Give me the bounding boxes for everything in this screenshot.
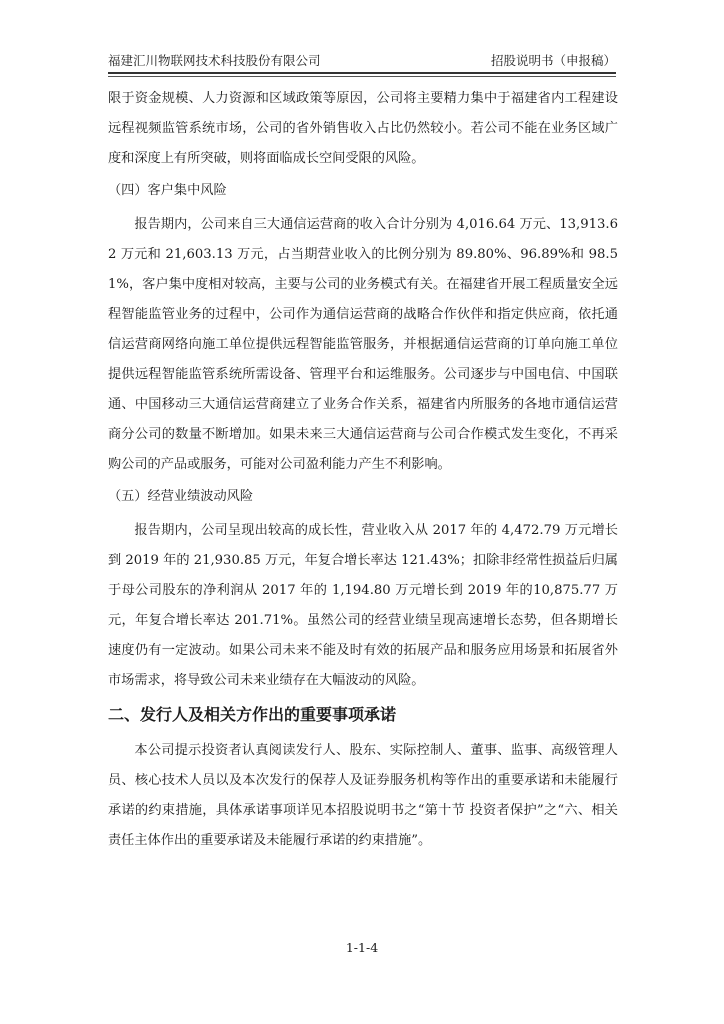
paragraph-regional-risk-continued: 限于资金规模、人力资源和区域政策等原因，公司将主要精力集中于福建省内工程建设远程视频监管系统市场，公司的省外销售收入占比仍然较小。若公司不能在业务区域广度和深度上有所突破，则将面临成长空间受限的风险。 <box>108 91 618 166</box>
subheading-performance-volatility-risk: （五）经营业绩波动风险 <box>108 489 254 504</box>
paragraph-commitments: 本公司提示投资者认真阅读发行人、股东、实际控制人、董事、监事、高级管理人员、核心技术人员以及本次发行的保荐人及证券服务机构等作出的重要承诺和未能履行承诺的约束措施，具体承诺事项详见本招股说明书之“第十节 投资者保护”之“六、相关责任主体作出的重要承诺及未能履行承诺的约束措施”。 <box>108 743 618 848</box>
subheading-customer-concentration-risk: （四）客户集中风险 <box>108 183 227 198</box>
paragraph-customer-concentration: 报告期内，公司来自三大通信运营商的收入合计分别为 4,016.64 万元、13,913.62 万元和 21,603.13 万元，占当期营业收入的比例分别为 89.80%、96.89%和 98.51%，客户集中度相对较高，主要与公司的业务模式有关。在福建省开展工程质量安全远程智能监管业务的过程中，公司作为通信运营商的战略合作伙伴和指定供应商，依托通信运营商网络向施工单位提供远程智能监管服务，并根据通信运营商的订单向施工单位提供远程智能监管系统所需设备、管理平台和运维服务。公司逐步与中国电信、中国联通、中国移动三大通信运营商建立了业务合作关系，福建省内所服务的各地市通信运营商分公司的数量不断增加。如果未来三大通信运营商与公司合作模式发生变化，不再采购公司的产品或服务，可能对公司盈利能力产生不利影响。 <box>108 217 618 472</box>
header-rule-thick <box>108 72 616 74</box>
document-body <box>108 84 618 856</box>
header-company-name: 福建汇川物联网技术科技股份有限公司 <box>108 53 321 68</box>
section-title-commitments: 二、发行人及相关方作出的重要事项承诺 <box>108 705 397 724</box>
paragraph-performance-volatility: 报告期内，公司呈现出较高的成长性，营业收入从 2017 年的 4,472.79 万元增长到 2019 年的 21,930.85 万元，年复合增长率达 121.43%；扣除非经常性损益后归属于母公司股东的净利润从 2017 年的 1,194.80 万元增长到 2019 年的10,875.77 万元，年复合增长率达 201.71%。虽然公司的经营业绩呈现高速增长态势，但各期增长速度仍有一定波动。如果公司未来不能及时有效的拓展产品和服务应用场景和拓展省外市场需求，将导致公司未来业绩存在大幅波动的风险。 <box>108 523 618 688</box>
page-header <box>108 50 616 72</box>
header-document-type: 招股说明书（申报稿） <box>490 53 616 68</box>
header-rule-thin <box>108 76 616 77</box>
page-number: 1-1-4 <box>345 940 379 955</box>
